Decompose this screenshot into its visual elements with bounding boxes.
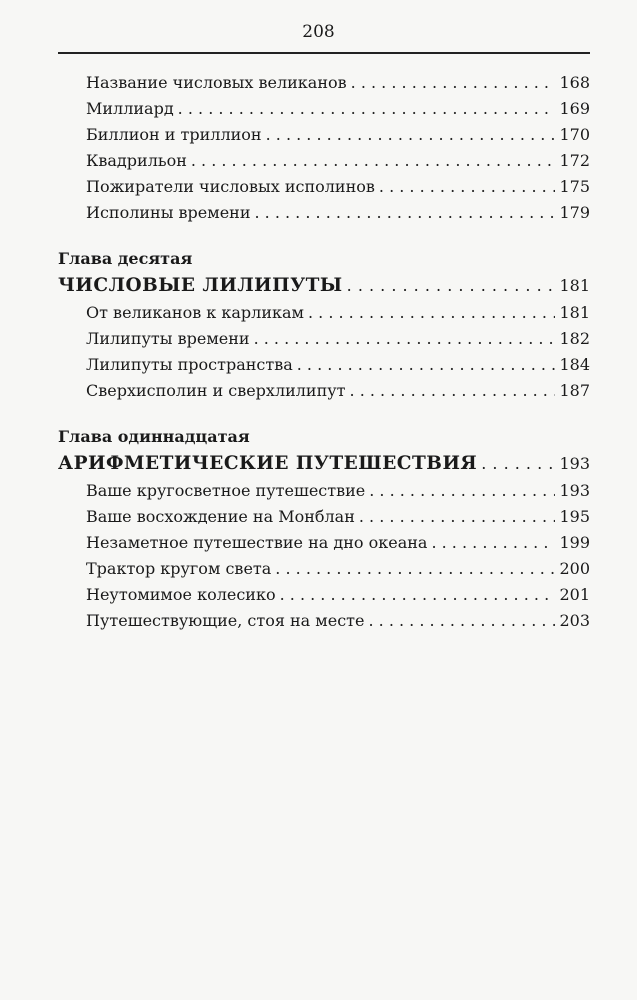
toc-entry-page: 184 bbox=[559, 355, 590, 374]
toc-entry bbox=[58, 148, 590, 174]
toc-entry-title: Ваше кругосветное путешествие bbox=[86, 481, 366, 500]
toc-entry-title: Неутомимое колесико bbox=[86, 585, 276, 604]
dot-leader bbox=[280, 582, 556, 608]
toc-entry bbox=[58, 478, 590, 504]
dot-leader bbox=[359, 504, 556, 530]
toc-entry bbox=[58, 530, 590, 556]
toc-entry bbox=[58, 200, 590, 226]
toc-entry bbox=[58, 96, 590, 122]
toc-entry bbox=[58, 582, 590, 608]
toc-entry bbox=[58, 352, 590, 378]
toc-entry-page: 199 bbox=[559, 533, 590, 552]
toc-entry-title: Сверхисполин и сверхлилипут bbox=[86, 381, 346, 400]
toc-entry-title: Лилипуты времени bbox=[86, 329, 250, 348]
toc-entry-title: Незаметное путешествие на дно океана bbox=[86, 533, 428, 552]
toc-entry bbox=[58, 326, 590, 352]
dot-leader bbox=[379, 174, 556, 200]
toc-entry-title: Квадрильон bbox=[86, 151, 187, 170]
toc-entry-page: 200 bbox=[559, 559, 590, 578]
chapter-section bbox=[58, 424, 590, 634]
chapter-title-row bbox=[58, 272, 590, 300]
toc-entry-page: 195 bbox=[559, 507, 590, 526]
toc-entry bbox=[58, 378, 590, 404]
toc-entry-page: 182 bbox=[559, 329, 590, 348]
toc-entry-title: Трактор кругом света bbox=[86, 559, 272, 578]
dot-leader bbox=[308, 300, 555, 326]
toc-entry bbox=[58, 556, 590, 582]
toc-entry-title: Исполины времени bbox=[86, 203, 251, 222]
dot-leader bbox=[431, 530, 555, 556]
toc-entry bbox=[58, 608, 590, 634]
toc-entry-title: Лилипуты пространства bbox=[86, 355, 293, 374]
toc-entry-page: 203 bbox=[559, 611, 590, 630]
toc-entry-page: 169 bbox=[559, 99, 590, 118]
toc-entry-title: Миллиард bbox=[86, 99, 174, 118]
chapter-section bbox=[58, 246, 590, 404]
chapter-page: 181 bbox=[559, 276, 590, 295]
dot-leader bbox=[178, 96, 556, 122]
toc-entry bbox=[58, 174, 590, 200]
toc-entry-page: 201 bbox=[559, 585, 590, 604]
toc-entry-title: Ваше восхождение на Монблан bbox=[86, 507, 355, 526]
toc-entry bbox=[58, 70, 590, 96]
toc-entry-page: 187 bbox=[559, 381, 590, 400]
intro-entries bbox=[58, 70, 590, 226]
toc-entry-page: 168 bbox=[559, 73, 590, 92]
toc-entry bbox=[58, 300, 590, 326]
toc-entry-page: 193 bbox=[559, 481, 590, 500]
dot-leader bbox=[191, 148, 556, 174]
dot-leader bbox=[297, 352, 556, 378]
chapter-label: Глава одиннадцатая bbox=[58, 427, 250, 446]
toc-entry-title: Название числовых великанов bbox=[86, 73, 347, 92]
dot-leader bbox=[347, 272, 556, 300]
toc-entry-page: 172 bbox=[559, 151, 590, 170]
toc-entry-title: Пожиратели числовых исполинов bbox=[86, 177, 375, 196]
toc-entry-page: 181 bbox=[559, 303, 590, 322]
chapter-label: Глава десятая bbox=[58, 249, 193, 268]
dot-leader bbox=[275, 556, 555, 582]
chapter-title: ЧИСЛОВЫЕ ЛИЛИПУТЫ bbox=[58, 275, 343, 296]
toc-entry-title: Биллион и триллион bbox=[86, 125, 262, 144]
toc-entry-page: 170 bbox=[559, 125, 590, 144]
dot-leader bbox=[254, 200, 555, 226]
toc-entry bbox=[58, 504, 590, 530]
table-of-contents bbox=[58, 70, 590, 634]
dot-leader bbox=[254, 326, 556, 352]
toc-entry bbox=[58, 122, 590, 148]
chapter-title-row bbox=[58, 450, 590, 478]
page-number: 208 bbox=[302, 22, 335, 42]
dot-leader bbox=[350, 378, 556, 404]
toc-entry-title: Путешествующие, стоя на месте bbox=[86, 611, 365, 630]
dot-leader bbox=[368, 608, 555, 634]
header-rule bbox=[58, 52, 590, 54]
toc-entry-title: От великанов к карликам bbox=[86, 303, 304, 322]
dot-leader bbox=[481, 450, 555, 478]
chapter-page: 193 bbox=[559, 454, 590, 473]
toc-entry-page: 175 bbox=[559, 177, 590, 196]
dot-leader bbox=[266, 122, 556, 148]
dot-leader bbox=[369, 478, 555, 504]
dot-leader bbox=[351, 70, 556, 96]
chapter-title: АРИФМЕТИЧЕСКИЕ ПУТЕШЕСТВИЯ bbox=[58, 453, 478, 474]
toc-entry-page: 179 bbox=[559, 203, 590, 222]
